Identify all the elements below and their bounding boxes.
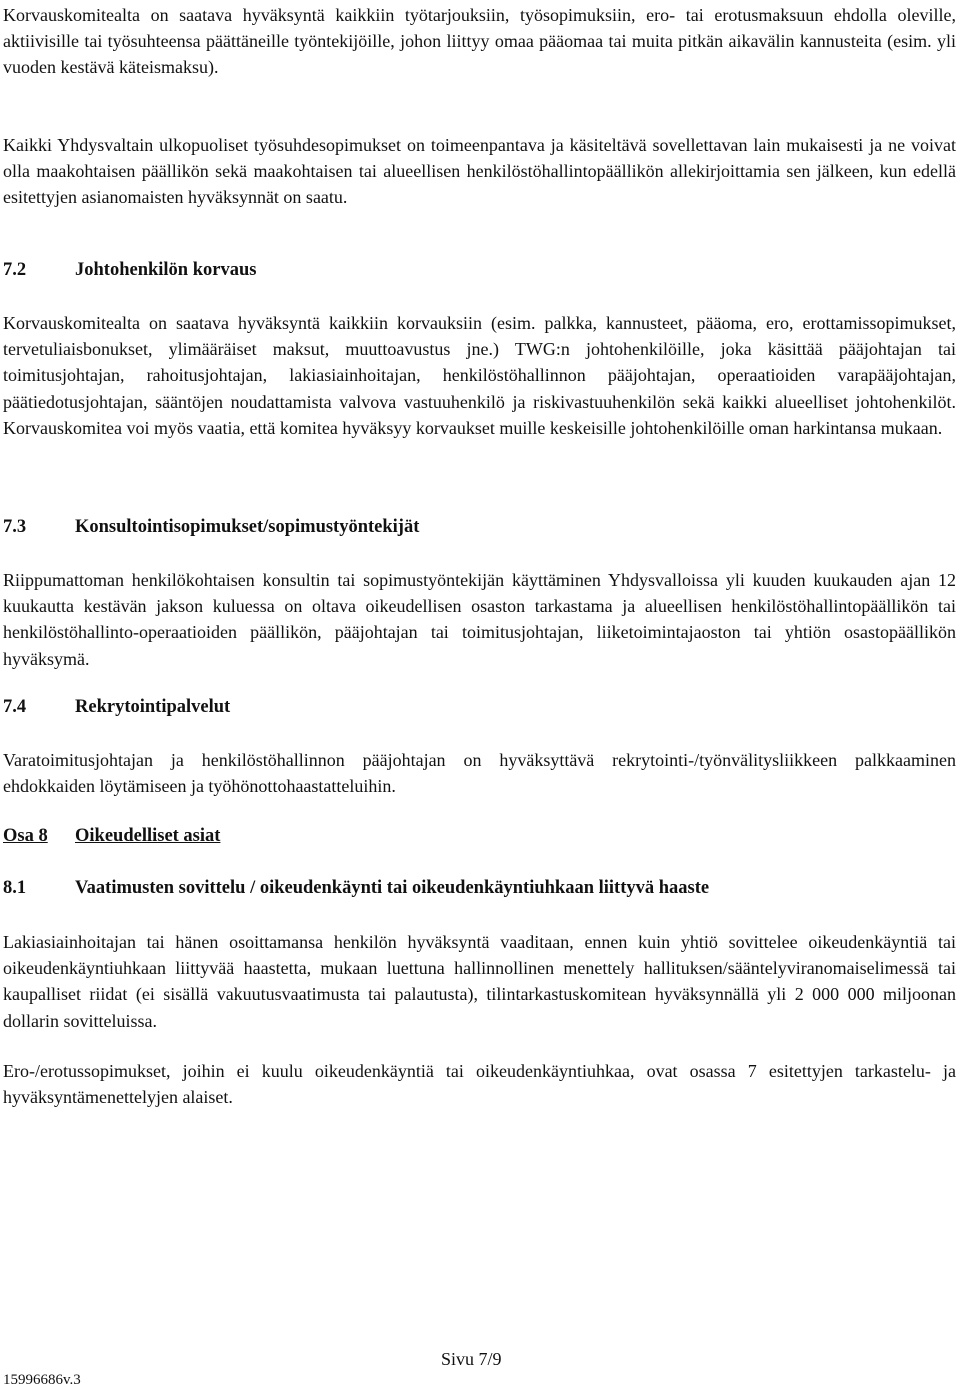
section-title: Rekrytointipalvelut: [75, 697, 231, 717]
section-heading-7-4: [3, 697, 230, 718]
paragraph-non-us-agreements: Kaikki Yhdysvaltain ulkopuoliset työsuhdesopimukset on toimeenpantava ja käsiteltävä sovellettavan lain mukaisesti ja ne voivat olla maakohtaisen päällikön sekä maakohtaisen tai alueellisen henkilöstöhallintopäällikön allekirjoittamia sen jälkeen, kun edellä esitettyjen asianomaisten hyväksynnät on saatu.: [3, 135, 956, 208]
document-id: 15996686v.3: [3, 1372, 81, 1388]
paragraph-recruitment: Varatoimitusjohtajan ja henkilöstöhallinnon pääjohtajan on hyväksyttävä rekrytointi-/työnvälitysliikkeen palkkaaminen ehdokkaiden löytämiseen ja työhönottohaastatteluihin.: [3, 750, 956, 797]
paragraph-executive-compensation: Korvauskomitealta on saatava hyväksyntä kaikkiin korvauksiin (esim. palkka, kannusteet, pääoma, ero, erottamissopimukset, tervetuliaisbonukset, ylimääräiset maksut, muuttoavustus jne.) TWG:n johtohenkilöille, joka käsittää pääjohtajan tai toimitusjohtajan, rahoitusjohtajan, lakiasiainhoitajan, henkilöstöhallinnon pääjohtajan, operaatioiden varapääjohtajan, päätiedotusjohtajan, sääntöjen noudattamista valvova vastuuhenkilö ja riskivastuuhenkilön sekä kaikki alueelliset johtohenkilöt. Korvauskomitea voi myös vaatia, että komitea hyväksyy korvaukset muille keskeisille johtohenkilöille oman harkintansa mukaan.: [3, 313, 956, 438]
paragraph-separation-agreements: Ero-/erotussopimukset, joihin ei kuulu oikeudenkäyntiä tai oikeudenkäyntiuhkaa, ovat osassa 7 esitettyjen tarkastelu- ja hyväksyntämenettelyjen alaiset.: [3, 1061, 956, 1108]
section-heading-8-1: [3, 878, 709, 899]
part-number: Osa 8: [3, 826, 48, 846]
section-number: 7.2: [3, 260, 27, 280]
section-title: Konsultointisopimukset/sopimustyöntekijät: [75, 517, 420, 537]
section-number: 7.4: [3, 697, 27, 717]
section-title: Vaatimusten sovittelu / oikeudenkäynti tai oikeudenkäyntiuhkaan liittyvä haaste: [75, 878, 710, 898]
paragraph-consultants: Riippumattoman henkilökohtaisen konsultin tai sopimustyöntekijän käyttäminen Yhdysvalloissa yli kuuden kuukauden ajan 12 kuukautta kestävän jakson kuluessa on oltava oikeudellisen osaston tarkastama ja alueellisen henkilöstöhallintopäällikön tai henkilöstöhallinto-operaatioiden päällikön, pääjohtajan tai toimitusjohtajan, liiketoimintajaoston tai yhtiön osastopäällikön hyväksymä.: [3, 570, 956, 669]
paragraph-litigation-settlement: Lakiasiainhoitajan tai hänen osoittamansa henkilön hyväksyntä vaaditaan, ennen kuin yhtiö sovittelee oikeudenkäyntiä tai oikeudenkäyntiuhkaan liittyvää haastetta, mukaan luettuna hallinnollinen menettely hallituksen/sääntelyviranomaiselimessä tai kaupalliset riidat (ei sisällä vakuutusvaatimusta tai palautusta), tilintarkastuskomitean hyväksynnällä yli 2 000 000 miljoonan dollarin sovitteluissa.: [3, 932, 956, 1031]
part-heading-osa-8: [3, 826, 220, 847]
section-heading-7-2: [3, 260, 256, 281]
section-title: Johtohenkilön korvaus: [75, 260, 257, 280]
section-number: 7.3: [3, 517, 27, 537]
section-heading-7-3: [3, 517, 419, 538]
page-number: Sivu 7/9: [441, 1349, 502, 1369]
section-number: 8.1: [3, 878, 27, 898]
part-title: Oikeudelliset asiat: [75, 826, 221, 846]
paragraph-approval-offers: Korvauskomitealta on saatava hyväksyntä kaikkiin työtarjouksiin, työsopimuksiin, ero- tai erotusmaksuun ehdolla oleville, aktiivisille tai työsuhteensa päättäneille työntekijöille, johon liittyy omaa pääomaa tai muita pitkän aikavälin kannusteita (esim. yli vuoden kestävä käteismaksu).: [3, 5, 956, 78]
